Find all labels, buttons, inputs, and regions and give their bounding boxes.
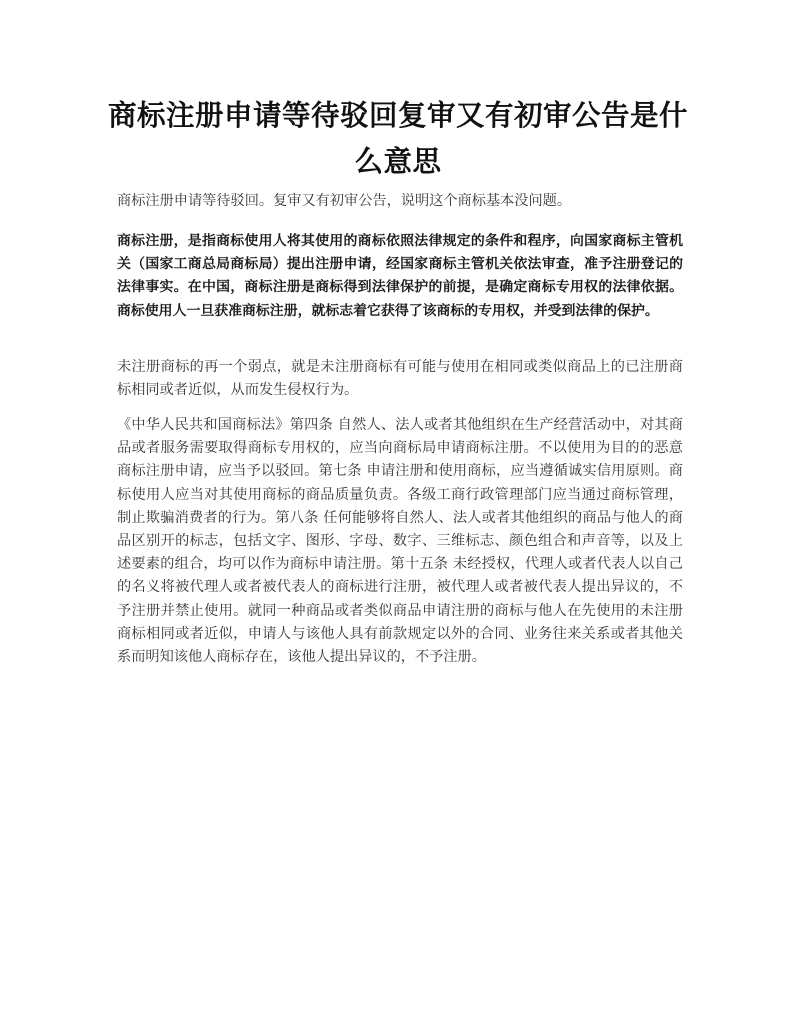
paragraph-definition: 商标注册，是指商标使用人将其使用的商标依照法律规定的条件和程序，向国家商标主管机关（国家工商总局商标局）提出注册申请，经国家商标主管机关依法审查，准予注册登记的法律事实。在中国，商标注册是商标得到法律保护的前提，是确定商标专用权的法律依据。商标使用人一旦获准商标注册，就标志着它获得了该商标的专用权，并受到法律的保护。 [117, 233, 683, 319]
paragraph-intro: 商标注册申请等待驳回。复审又有初审公告，说明这个商标基本没问题。 [117, 193, 572, 209]
document-title: 商标注册申请等待驳回复审又有初审公告是什么意思 [107, 98, 688, 178]
paragraph-law-articles: 《中华人民共和国商标法》第四条 自然人、法人或者其他组织在生产经营活动中，对其商品或者服务需要取得商标专用权的，应当向商标局申请商标注册。不以使用为目的的恶意商标注册申请，应当予以驳回。第七条 申请注册和使用商标，应当遵循诚实信用原则。商标使用人应当对其使用商标的商品质量负责。各级工商行政管理部门应当通过商标管理，制止欺骗消费者的行为。第八条 任何能够将自然人、法人或者其他组织的商品与他人的商品区别开的标志，包括文字、图形、字母、数字、三维标志、颜色组合和声音等，以及上述要素的组合，均可以作为商标申请注册。第十五条 未经授权，代理人或者代表人以自己的名义将被代理人或者被代表人的商标进行注册，被代理人或者被代表人提出异议的，不予注册并禁止使用。就同一种商品或者类似商品申请注册的商标与他人在先使用的未注册商标相同或者近似，申请人与该他人具有前款规定以外的合同、业务往来关系或者其他关系而明知该他人商标存在，该他人提出异议的，不予注册。 [117, 417, 683, 666]
paragraph-weakness: 未注册商标的再一个弱点，就是未注册商标有可能与使用在相同或类似商品上的已注册商标相同或者近似，从而发生侵权行为。 [117, 359, 683, 399]
